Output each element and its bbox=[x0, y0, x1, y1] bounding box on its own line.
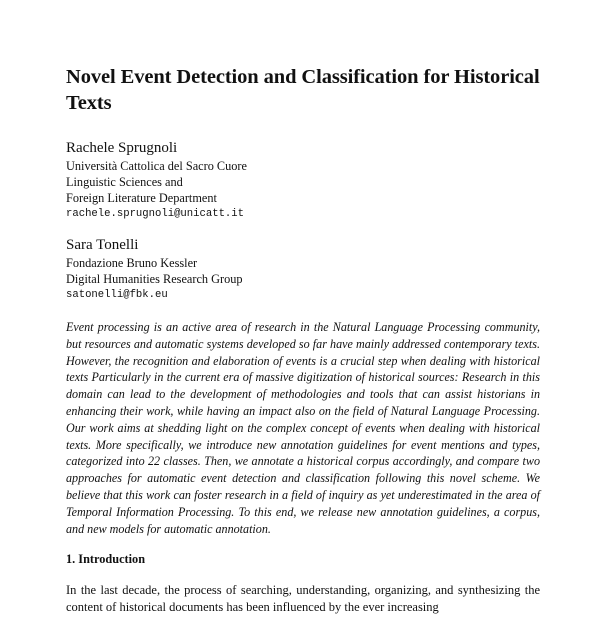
introduction-paragraph: In the last decade, the process of searching, understanding, organizing, and synthesizing the content of historical documents has been influenced by the ever increasing bbox=[66, 583, 540, 615]
author-name: Rachele Sprugnoli bbox=[66, 140, 178, 156]
affiliation-line: Linguistic Sciences and bbox=[66, 175, 183, 189]
author-block-1 bbox=[66, 139, 540, 222]
affiliation-line: Fondazione Bruno Kessler bbox=[66, 256, 198, 270]
paper-page bbox=[66, 64, 540, 629]
author-email: rachele.sprugnoli@unicatt.it bbox=[66, 208, 245, 220]
paper-title: Novel Event Detection and Classification for Historical Texts bbox=[66, 66, 540, 114]
abstract: Event processing is an active area of research in the Natural Language Processing community, but resources and automatic systems developed so far have mainly addressed contemporary texts. However, the recognition and elaboration of events is a crucial step when dealing with historical texts Particularly in the current era of massive digitization of historical sources: Research in this domain can lead to the development of methodologies and tools that can assist historians in enhancing their work, while having an impact also on the field of Natural Language Processing. Our work aims at shedding light on the complex concept of events when dealing with historical texts. More specifically, we introduce new annotation guidelines for event mentions and types, categorized into 22 classes. Then, we annotate a historical corpus accordingly, and compare two approaches for automatic event detection and classification following this novel scheme. We believe that this work can foster research in a field of inquiry as yet underestimated in the area of Temporal Information Processing. To this end, we release new annotation guidelines, a corpus, and new models for automatic annotation. bbox=[66, 320, 540, 536]
author-name: Sara Tonelli bbox=[66, 237, 139, 253]
section-heading-introduction: 1. Introduction bbox=[66, 552, 146, 567]
affiliation-line: Foreign Literature Department bbox=[66, 191, 217, 205]
author-email: satonelli@fbk.eu bbox=[66, 289, 168, 301]
affiliation-line: Università Cattolica del Sacro Cuore bbox=[66, 159, 247, 173]
author-block-2 bbox=[66, 236, 540, 303]
affiliation-line: Digital Humanities Research Group bbox=[66, 272, 243, 286]
